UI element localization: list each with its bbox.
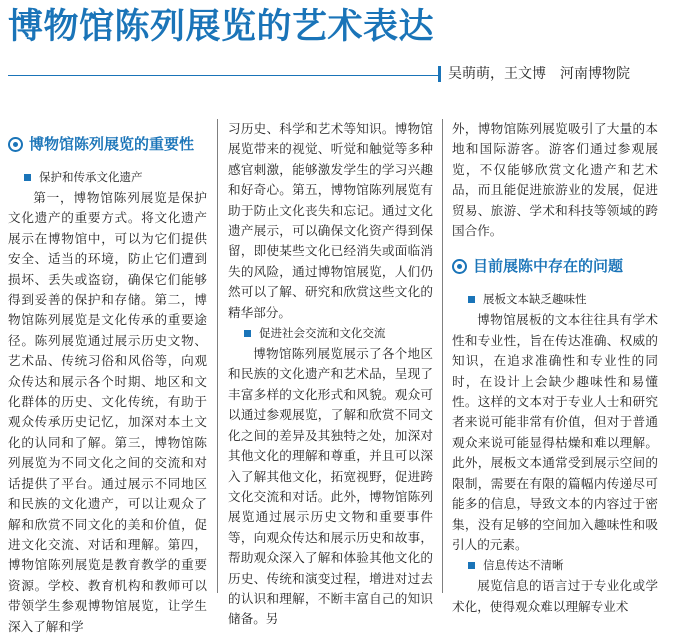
section-bullet-icon: [452, 259, 467, 274]
subheading-cultural-exchange: [228, 323, 433, 344]
subheading-text: 促进社会交流和文化交流: [259, 326, 386, 341]
article-title: 博物馆陈列展览的艺术表达: [8, 6, 435, 47]
subheading-unclear-info: [452, 555, 658, 576]
square-bullet-icon: [24, 174, 31, 181]
byline-marker: [438, 66, 441, 82]
author-names: 吴萌萌，王文博: [448, 66, 546, 82]
square-bullet-icon: [468, 562, 475, 569]
paragraph: 展览信息的语言过于专业化或学术化，使得观众难以理解专业术: [452, 578, 658, 614]
section-bullet-icon: [8, 137, 23, 152]
subheading-lack-of-interest: [452, 289, 658, 310]
subheading-text: 展板文本缺乏趣味性: [483, 292, 587, 307]
paragraph-continued: 习历史、科学和艺术等知识。博物馆展览带来的视觉、听觉和触觉等多种感官刺激，能够激发学生的学习兴趣和好奇心。第五，博物馆陈列展览有助于防止文化丧失和忘记。通过文化遗产展示，可以确保文化资产得到保留，即使某些文化已经消失或面临消失的风险，通过博物馆展览，人们仍然可以了解、研究和欣赏这些文化的精华部分。: [228, 121, 433, 320]
column-1: [8, 119, 207, 637]
paragraph: 第一，博物馆陈列展览是保护文化遗产的重要方式。将文化遗产展示在博物馆中，可以为它们提供安全、适当的环境，防止它们遭到损坏、丢失或盗窃，确保它们能够得到妥善的保护和存储。第二，博物馆陈列展览是文化传承的重要途径。陈列展览通过展示历史文物、艺术品、传统习俗和风俗等，向观众传达和展示各个时期、地区和文化群体的历史、文化传统，有助于观众传承历史记忆，加深对本土文化的认同和了解。第三，博物馆陈列展览为不同文化之间的交流和对话提供了平台。通过展示不同地区和民族的文化遗产，可以让观众了解和欣赏不同文化的美和价值，促进文化交流、对话和理解。第四，博物馆陈列展览是教育教学的重要资源。学校、教育机构和教师可以带领学生参观博物馆展览，让学生深入了解和学: [8, 190, 207, 634]
column-divider: [442, 119, 443, 593]
paragraph-continued: 外，博物馆陈列展览吸引了大量的本地和国际游客。游客们通过参观展览，不仅能够欣赏文化遗产和艺术品，而且能促进旅游业的发展，促进贸易、旅游、学术和科技等领域的跨国合作。: [452, 121, 658, 239]
square-bullet-icon: [468, 296, 475, 303]
column-3: [452, 119, 658, 617]
byline: [448, 64, 630, 84]
paragraph: 博物馆陈列展览展示了各个地区和民族的文化遗产和艺术品，呈现了丰富多样的文化形式和风貌。观众可以通过参观展览，了解和欣赏不同文化之间的差异及其独特之处，加深对其他文化的理解和尊重，并且可以深入了解其他文化，拓宽视野，促进跨文化交流和对话。此外，博物馆陈列展览通过展示历史文物和重要事件等，向观众传达和展示历史和故事，帮助观众深入了解和体验其他文化的历史、传统和演变过程，增进对过去的认识和理解，不断丰富自己的知识储备。另: [228, 346, 433, 627]
title-rule: [8, 75, 438, 76]
column-2: [228, 119, 433, 630]
subheading-text: 保护和传承文化遗产: [39, 170, 143, 184]
subheading-text: 信息传达不清晰: [483, 558, 564, 573]
square-bullet-icon: [244, 330, 251, 337]
column-divider: [217, 119, 218, 593]
section-heading-problems: [452, 256, 658, 276]
section-title: 博物馆陈列展览的重要性: [29, 135, 195, 153]
subheading-protect-heritage: [8, 167, 207, 188]
section-heading-importance: [8, 134, 207, 154]
paragraph: 博物馆展板的文本往往具有学术性和专业性，旨在传达准确、权威的知识，在追求准确性和专业性的同时，在设计上会缺少趣味性和易懂性。这样的文本对于专业人士和研究者来说可能非常有价值，但对于普通观众来说可能显得枯燥和难以理解。此外，展板文本通常受到展示空间的限制，需要在有限的篇幅内传递尽可能多的信息，导致文本的内容过于密集，没有足够的空间加入趣味性和吸引人的元素。: [452, 312, 658, 552]
section-title: 目前展陈中存在的问题: [473, 257, 624, 276]
author-organization: 河南博物院: [560, 66, 630, 82]
